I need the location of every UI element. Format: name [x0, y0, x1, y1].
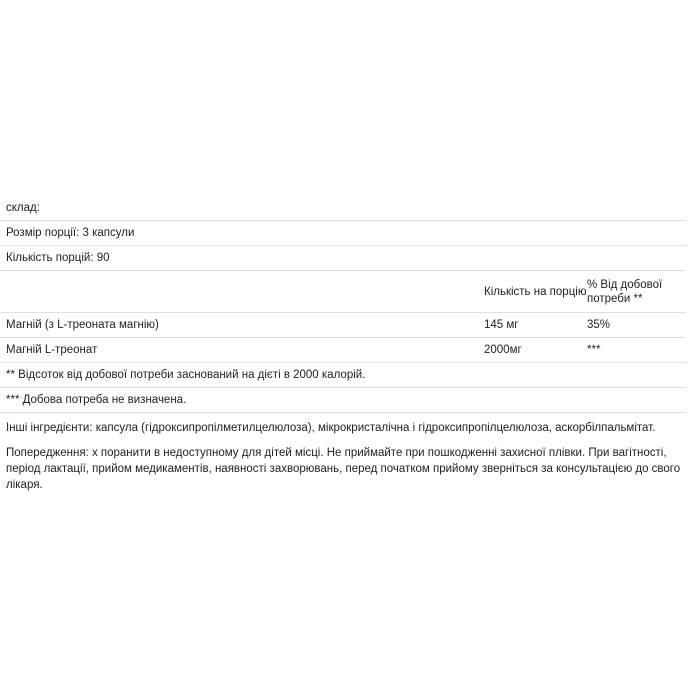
nutrient-name: Магній (з L-треоната магнію)	[6, 319, 159, 331]
header-amount: Кількість на порцію	[484, 285, 587, 298]
nutrient-amount: 2000мг	[484, 344, 522, 356]
table-header-row	[0, 271, 686, 313]
footnote-not-established: *** Добова потреба не визначена.	[6, 394, 187, 406]
nutrient-daily-value: 35%	[587, 319, 611, 331]
nutrient-daily-value: ***	[587, 344, 601, 356]
warning-text: Попередження: х поранити в недоступному для дітей місці. Не приймайте при пошкодженні захисної плівки. При вагітності, період лактації, прийом медикаментів, наявності захворювань, перед початком прийому зверніться за консультацією до свого лікаря.	[6, 447, 681, 491]
serving-size-text: Розмір порції: 3 капсули	[6, 227, 135, 239]
other-ingredients-text: Інші інгредієнти: капсула (гідроксипропілметилцелюлоза), мікрокристалічна і гідроксипропілцелюлоза, аскорбілпальмітат.	[6, 422, 656, 434]
table-row	[0, 313, 686, 338]
footnote-daily-value: ** Відсоток від добової потреби заснований на дієті в 2000 калорій.	[6, 369, 366, 381]
servings-count-text: Кількість порцій: 90	[6, 252, 110, 264]
nutrient-amount: 145 мг	[484, 319, 519, 331]
table-row	[0, 338, 686, 363]
header-daily-value: % Від добової потреби **	[587, 278, 663, 305]
supplement-facts-table	[0, 196, 686, 413]
serving-size-row	[0, 221, 686, 246]
footnote-row	[0, 363, 686, 388]
product-notes	[6, 420, 682, 502]
servings-count-row	[0, 246, 686, 271]
composition-row	[0, 196, 686, 221]
nutrient-name: Магній L-треонат	[6, 344, 98, 356]
footnote-row	[0, 388, 686, 413]
composition-label: склад:	[6, 202, 40, 214]
